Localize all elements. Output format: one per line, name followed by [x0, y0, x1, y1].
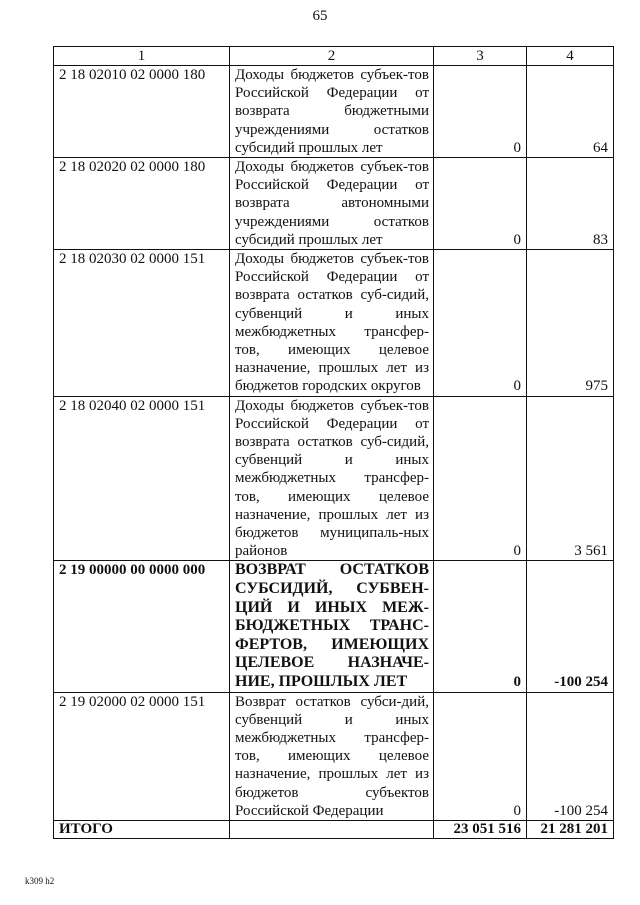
page-number: 65 — [312, 8, 328, 24]
row-value-col3: 0 — [434, 250, 527, 397]
table-row — [54, 561, 614, 692]
budget-table — [53, 46, 614, 839]
column-header-1: 1 — [54, 47, 230, 66]
row-code: 2 19 02000 02 0000 151 — [54, 692, 230, 820]
row-value-col4: 3 561 — [527, 396, 614, 561]
total-row — [54, 821, 614, 839]
row-description: Доходы бюджетов субъек-тов Российской Федерации от возврата автономными учреждениями остатков субсидий прошлых лет — [230, 158, 434, 250]
row-value-col4: -100 254 — [527, 692, 614, 820]
total-label: ИТОГО — [54, 821, 230, 839]
row-value-col3: 0 — [434, 396, 527, 561]
row-description: Доходы бюджетов субъек-тов Российской Федерации от возврата бюджетными учреждениями остатков субсидий прошлых лет — [230, 66, 434, 158]
column-header-4: 4 — [527, 47, 614, 66]
row-value-col3: 0 — [434, 561, 527, 692]
row-description: Возврат остатков субси-дий, субвенций и иных межбюджетных трансфер-тов, имеющих целевое назначение, прошлых лет из бюджетов субъектов Российской Федерации — [230, 692, 434, 820]
column-header-3: 3 — [434, 47, 527, 66]
table-header-row — [54, 47, 614, 66]
row-code: 2 19 00000 00 0000 000 — [54, 561, 230, 692]
row-value-col4: 975 — [527, 250, 614, 397]
row-code: 2 18 02010 02 0000 180 — [54, 66, 230, 158]
row-value-col4: 64 — [527, 66, 614, 158]
total-value-col3: 23 051 516 — [434, 821, 527, 839]
table-row — [54, 66, 614, 158]
row-value-col4: 83 — [527, 158, 614, 250]
row-description: Доходы бюджетов субъек-тов Российской Федерации от возврата остатков суб-сидий, субвенций и иных межбюджетных трансфер-тов, имеющих целевое назначение, прошлых лет из бюджетов муниципаль-ных районов — [230, 396, 434, 561]
table-row — [54, 692, 614, 820]
total-value-col4: 21 281 201 — [527, 821, 614, 839]
footer-code: k309 h2 — [25, 876, 55, 886]
table-row — [54, 158, 614, 250]
row-description: Доходы бюджетов субъек-тов Российской Федерации от возврата остатков суб-сидий, субвенций и иных межбюджетных трансфер-тов, имеющих целевое назначение, прошлых лет из бюджетов городских округов — [230, 250, 434, 397]
row-value-col3: 0 — [434, 66, 527, 158]
table-row — [54, 250, 614, 397]
table-row — [54, 396, 614, 561]
row-value-col3: 0 — [434, 692, 527, 820]
column-header-2: 2 — [230, 47, 434, 66]
row-description: ВОЗВРАТ ОСТАТКОВ СУБСИДИЙ, СУБВЕН-ЦИЙ И ИНЫХ МЕЖ-БЮДЖЕТНЫХ ТРАНС-ФЕРТОВ, ИМЕЮЩИХ ЦЕЛЕВОЕ НАЗНАЧЕ-НИЕ, ПРОШЛЫХ ЛЕТ — [230, 561, 434, 692]
row-value-col4: -100 254 — [527, 561, 614, 692]
row-code: 2 18 02020 02 0000 180 — [54, 158, 230, 250]
row-value-col3: 0 — [434, 158, 527, 250]
total-empty-cell — [230, 821, 434, 839]
row-code: 2 18 02030 02 0000 151 — [54, 250, 230, 397]
row-code: 2 18 02040 02 0000 151 — [54, 396, 230, 561]
